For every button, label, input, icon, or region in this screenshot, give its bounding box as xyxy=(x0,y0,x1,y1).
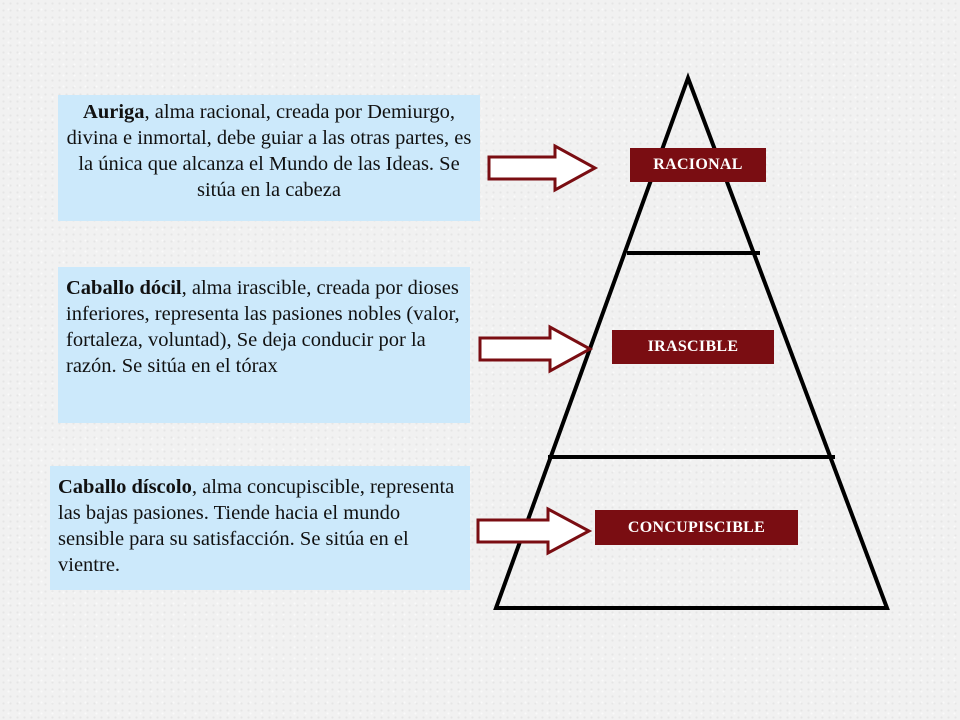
arrow-racional xyxy=(489,146,595,190)
arrow-concupiscible xyxy=(478,509,589,553)
caballo-discolo-term: Caballo díscolo xyxy=(58,476,192,498)
caballo-docil-term: Caballo dócil xyxy=(66,277,182,299)
caballo-discolo-description-box xyxy=(50,466,470,590)
label-racional: RACIONAL xyxy=(630,148,766,182)
auriga-term: Auriga xyxy=(83,101,145,123)
caballo-discolo-description: , alma concupiscible, representa las bajas pasiones. Tiende hacia el mundo sensible para su satisfacción. Se sitúa en el vientre. xyxy=(58,476,455,576)
caballo-docil-description-box xyxy=(58,267,470,423)
label-irascible: IRASCIBLE xyxy=(612,330,774,364)
caballo-docil-description: , alma irascible, creada por dioses inferiores, representa las pasiones nobles (valor, fortaleza, voluntad), Se deja conducir por la razón. Se sitúa en el tórax xyxy=(66,277,460,377)
arrow-irascible xyxy=(480,327,590,371)
auriga-description-box xyxy=(58,95,480,221)
auriga-description: , alma racional, creada por Demiurgo, divina e inmortal, debe guiar a las otras partes, es la única que alcanza el Mundo de las Ideas. Se sitúa en la cabeza xyxy=(66,101,472,201)
label-concupiscible: CONCUPISCIBLE xyxy=(595,510,798,545)
